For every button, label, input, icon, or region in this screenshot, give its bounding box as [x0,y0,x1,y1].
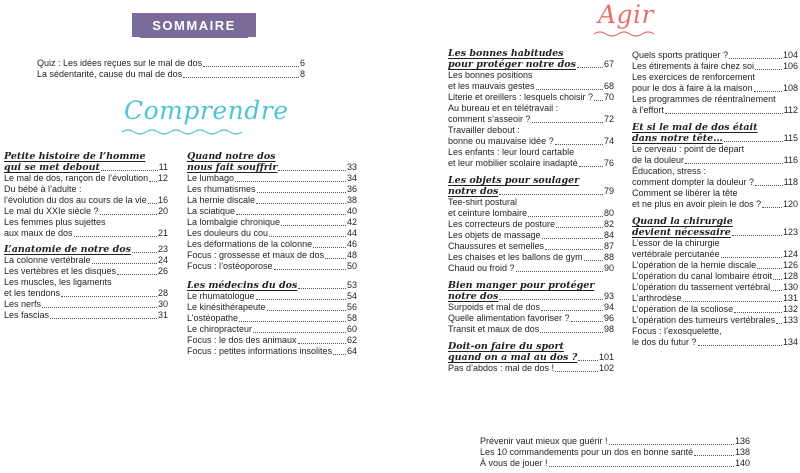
chapter-heading: Bien manger pour protéger notre dos 93 [448,280,614,302]
sommaire-banner: SOMMAIRE [140,13,248,38]
toc-entry: Quels sports pratiquer ? 104 [632,50,798,60]
toc-entry: Pas d’abdos : mal de dos ! 102 [448,363,614,373]
toc-entry: Les étirements à faire chez soi 106 [632,61,798,71]
toc-entry: Le mal de dos, rançon de l’évolution 12 [4,173,168,183]
toc-entry: Les chaises et les ballons de gym 88 [448,252,614,262]
toc-entry: L’arthrodèse 131 [632,293,798,303]
toc-entry: L’opération de la scoliose 132 [632,304,798,314]
toc-entry: Les enfants : leur lourd cartable [448,147,575,157]
chapter-heading: Et si le mal de dos était dans notre tête… 115 [632,122,798,144]
toc-entry: vertébrale percutanée 124 [632,249,798,259]
toc-entry: et les mauvais gestes 68 [448,81,614,91]
chapter-heading: Quand notre dos nous fait souffrir 33 [187,151,357,173]
toc-entry: L’opération des tumeurs vertébrales 133 [632,315,798,325]
toc-entry: Focus : l’exosquelette, [632,326,722,336]
toc-entry: pour le dos à faire à la maison 108 [632,83,798,93]
toc-entry: Les objets de massage 84 [448,230,614,240]
toc-entry: Surpoids et mal de dos 94 [448,302,614,312]
toc-entry: La hernie discale 38 [187,195,357,205]
comprendre-column-1 [4,151,168,321]
toc-entry: Le kinésithérapeute 56 [187,302,357,312]
toc-entry: Le cerveau : point de départ [632,144,745,154]
chapter-heading: Doit-on faire du sport quand on a mal au dos ? 101 [448,341,614,363]
toc-entry: Les 10 commandements pour un dos en bonne santé 138 [480,447,750,457]
toc-entry: Quiz : Les idées reçues sur le mal de dos 6 [37,58,305,68]
chapter-heading: Petite histoire de l’homme qui se met debout 11 [4,151,168,173]
toc-entry: à l’effort 112 [632,105,798,115]
chapter-heading: L’anatomie de notre dos 23 [4,244,168,255]
toc-entry: Focus : le dos des animaux 62 [187,335,357,345]
toc-entry: et leur mobilier scolaire inadapté 76 [448,158,614,168]
toc-entry: Les muscles, les ligaments [4,277,112,287]
toc-entry: Tee-shirt postural [448,197,518,207]
toc-entry: et les tendons 28 [4,288,168,298]
chapter-heading: Les bonnes habitudes pour protéger notre dos 67 [448,48,614,70]
toc-entry: Éducation, stress : [632,166,707,176]
toc-entry: de la douleur 116 [632,155,798,165]
comprendre-wave-divider [120,128,250,136]
toc-entry: et ceinture lombaire 80 [448,208,614,218]
toc-entry: L’opération du canal lombaire étroit 128 [632,271,798,281]
toc-entry: Chaud ou froid ? 90 [448,263,614,273]
toc-entry: À vous de jouer ! 140 [480,458,750,468]
agir-column-2 [632,50,798,348]
toc-entry: L’opération du tassement vertébral 130 [632,282,798,292]
toc-entry: comment dompter la douleur ? 118 [632,177,798,187]
toc-entry: Prévenir vaut mieux que guérir ! 136 [480,436,750,446]
toc-entry: Les fascias 31 [4,310,168,320]
toc-entry: Les correcteurs de posture 82 [448,219,614,229]
toc-entry: comment s’asseoir ? 72 [448,114,614,124]
toc-entry: aux maux de dos 21 [4,228,168,238]
comprendre-column-2 [187,151,357,357]
toc-entry: et ne plus en avoir plein le dos ? 120 [632,199,798,209]
toc-entry: Comment se libérer la tête [632,188,738,198]
toc-entry: Focus : grossesse et maux de dos 48 [187,250,357,260]
toc-entry: Les exercices de renforcement [632,72,756,82]
toc-entry: Transit et maux de dos 98 [448,324,614,334]
toc-entry: Les déformations de la colonne 46 [187,239,357,249]
toc-entry: Quelle alimentation favoriser ? 96 [448,313,614,323]
toc-entry: Le chiropracteur 60 [187,324,357,334]
toc-entry: L’ostéopathe 58 [187,313,357,323]
intro-list [37,58,305,80]
toc-entry: Travailler debout : [448,125,520,135]
toc-entry: Les programmes de réentraînement [632,94,776,104]
toc-entry: Les rhumatismes 36 [187,184,357,194]
agir-wave-divider [592,30,656,38]
section-title-agir: Agir [598,0,655,29]
toc-entry: Chaussures et semelles 87 [448,241,614,251]
toc-entry: Les femmes plus sujettes [4,217,106,227]
toc-entry: La sédentarité, cause du mal de dos 8 [37,69,305,79]
chapter-heading: Les objets pour soulager notre dos 79 [448,175,614,197]
toc-entry: Les nerfs 30 [4,299,168,309]
toc-entry: La lombalgie chronique 42 [187,217,357,227]
toc-entry: L’opération de la hernie discale 126 [632,260,798,270]
toc-entry: Le lumbago 34 [187,173,357,183]
chapter-heading: Les médecins du dos 53 [187,280,357,291]
toc-entry: La sciatique 40 [187,206,357,216]
toc-entry: Le rhumatologue 54 [187,291,357,301]
toc-entry: Le mal du XXIe siècle ? 20 [4,206,168,216]
toc-entry: Focus : petites informations insolites 64 [187,346,357,356]
section-title-comprendre: Comprendre [124,96,289,125]
toc-entry: bonne ou mauvaise idée ? 74 [448,136,614,146]
toc-entry: Les vertèbres et les disques 26 [4,266,168,276]
toc-entry: L’essor de la chirurgie [632,238,720,248]
toc-entry: l’évolution du dos au cours de la vie 16 [4,195,168,205]
agir-column-1 [448,48,614,374]
toc-entry: Focus : l’ostéoporose 50 [187,261,357,271]
toc-entry: Les douleurs du cou 44 [187,228,357,238]
toc-entry: La colonne vertébrale 24 [4,255,168,265]
toc-entry: Au bureau et en télétravail : [448,103,559,113]
toc-entry: Du bébé à l’adulte : [4,184,82,194]
chapter-heading: Quand la chirurgie devient nécessaire 123 [632,216,798,238]
end-list [480,436,750,469]
toc-entry: Les bonnes positions [448,70,533,80]
toc-entry: le dos du futur ? 134 [632,337,798,347]
toc-entry: Literie et oreillers : lesquels choisir ? 70 [448,92,614,102]
